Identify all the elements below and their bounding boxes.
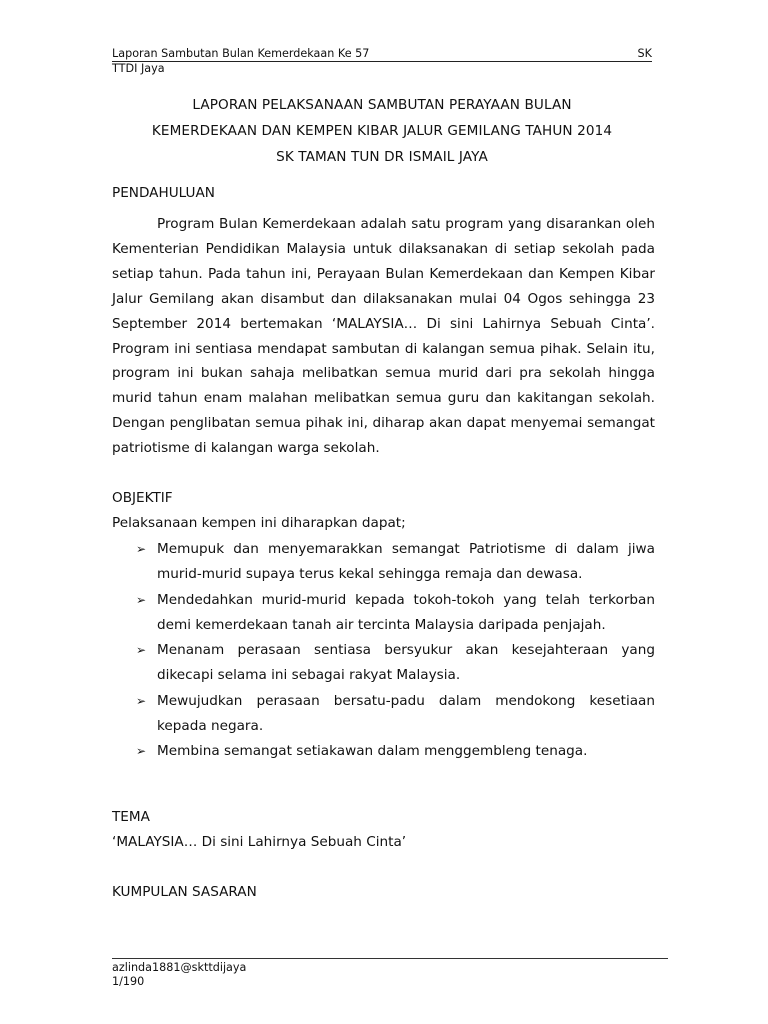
pendahuluan-heading: PENDAHULUAN xyxy=(112,185,215,201)
header-report-title: Laporan Sambutan Bulan Kemerdekaan Ke 57 xyxy=(112,47,370,60)
tema-heading: TEMA xyxy=(112,809,150,825)
header-school-name: TTDI Jaya xyxy=(112,62,165,75)
list-item xyxy=(112,537,655,587)
footer-page-number: 1/190 xyxy=(112,975,145,988)
header-school-abbrev: SK xyxy=(637,47,652,60)
kumpulan-sasaran-heading: KUMPULAN SASARAN xyxy=(112,884,257,900)
objektif-list xyxy=(112,537,655,765)
title-line-3: SK TAMAN TUN DR ISMAIL JAYA xyxy=(276,149,488,165)
pendahuluan-body: Program Bulan Kemerdekaan adalah satu program yang disarankan oleh Kementerian Pendidikan Malaysia untuk dilaksanakan di setiap sekolah pada setiap tahun. Pada tahun ini, Perayaan Bulan Kemerdekaan dan Kempen Kibar Jalur Gemilang akan disambut dan dilaksanakan mulai 04 Ogos sehingga 23 September 2014 bertemakan ‘MALAYSIA… Di sini Lahirnya Sebuah Cinta’. Program ini sentiasa mendapat sambutan di kalangan semua pihak. Selain itu, program ini bukan sahaja melibatkan semua murid dari pra sekolah hingga murid tahun enam malahan melibatkan semua guru dan kakitangan sekolah. Dengan penglibatan semua pihak ini, diharap akan dapat menyemai semangat patriotisme di kalangan warga sekolah. xyxy=(112,216,655,457)
objektif-item-text: Mewujudkan perasaan bersatu-padu dalam mendokong kesetiaan kepada negara. xyxy=(157,692,655,734)
header-top-row xyxy=(112,47,652,62)
pendahuluan-paragraph xyxy=(112,212,655,461)
title-line-1: LAPORAN PELAKSANAAN SAMBUTAN PERAYAAN BULAN xyxy=(192,97,572,113)
footer-author: azlinda1881@skttdijaya xyxy=(112,961,247,974)
list-item xyxy=(112,588,655,638)
list-item xyxy=(112,689,655,739)
title-line-2: KEMERDEKAAN DAN KEMPEN KIBAR JALUR GEMILANG TAHUN 2014 xyxy=(151,123,613,139)
arrow-bullet-icon: ➢ xyxy=(136,693,147,708)
objektif-item-text: Mendedahkan murid-murid kepada tokoh-tokoh yang telah terkorban demi kemerdekaan tanah air tercinta Malaysia daripada penjajah. xyxy=(157,591,655,633)
arrow-bullet-icon: ➢ xyxy=(136,643,147,657)
objektif-item-text: Menanam perasaan sentiasa bersyukur akan kesejahteraan yang dikecapi selama ini sebagai rakyat Malaysia. xyxy=(157,642,655,683)
footer-divider xyxy=(112,958,668,959)
document-title xyxy=(112,92,652,170)
arrow-bullet-icon: ➢ xyxy=(136,592,147,607)
objektif-intro: Pelaksanaan kempen ini diharapkan dapat; xyxy=(112,515,406,531)
arrow-bullet-icon: ➢ xyxy=(136,744,147,758)
page-header xyxy=(112,47,652,76)
objektif-heading: OBJEKTIF xyxy=(112,490,173,506)
page-footer xyxy=(112,958,668,989)
tema-text: ‘MALAYSIA… Di sini Lahirnya Sebuah Cinta’ xyxy=(112,834,407,850)
arrow-bullet-icon: ➢ xyxy=(136,542,147,556)
list-item xyxy=(112,739,655,764)
objektif-item-text: Membina semangat setiakawan dalam menggembleng tenaga. xyxy=(157,743,588,759)
list-item xyxy=(112,638,655,688)
objektif-item-text: Memupuk dan menyemarakkan semangat Patriotisme di dalam jiwa murid-murid supaya terus kekal sehingga remaja dan dewasa. xyxy=(157,541,655,582)
